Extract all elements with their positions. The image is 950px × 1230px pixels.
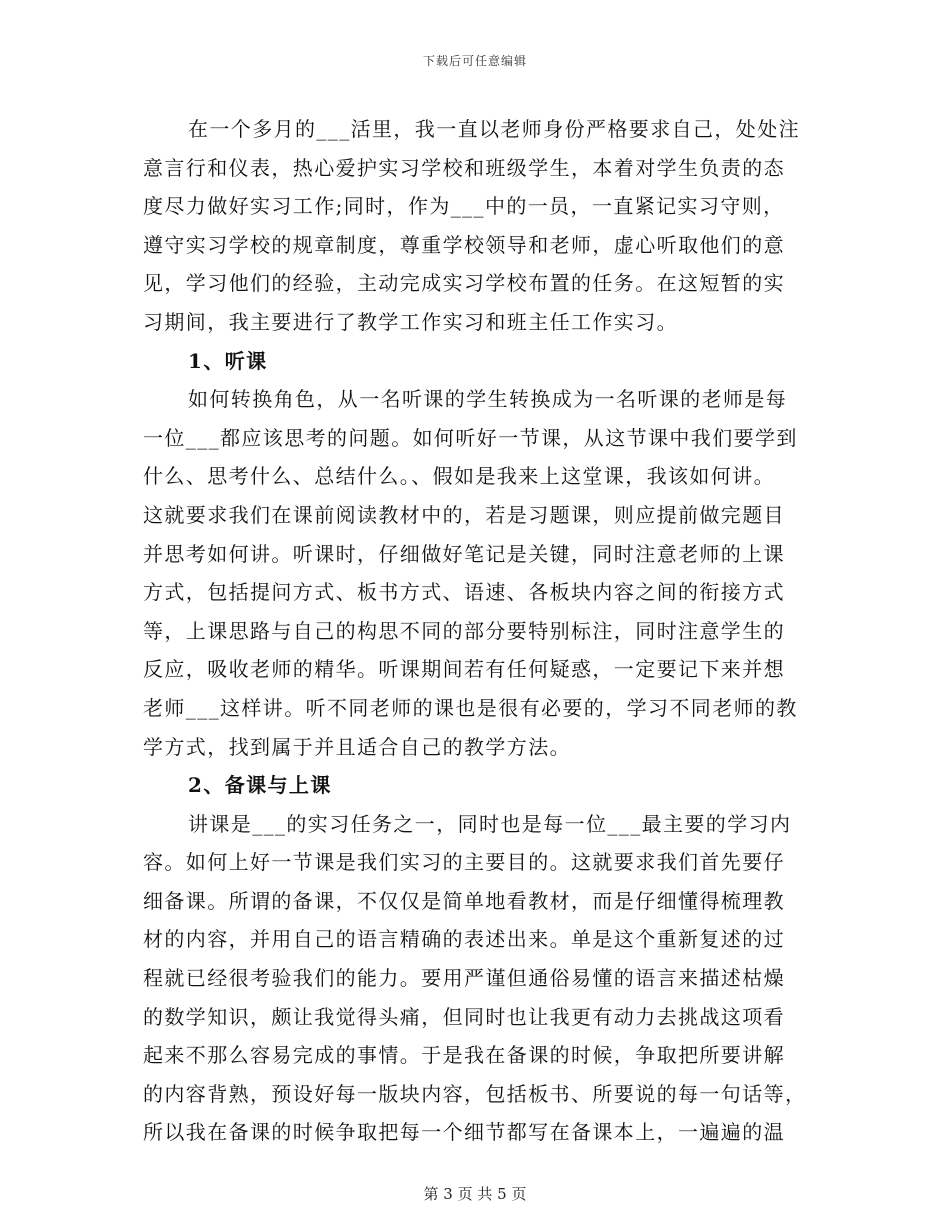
text-line: 起来不那么容易完成的事情。于是我在备课的时候，争取把所要讲解 — [143, 1043, 785, 1068]
text-line: 遵守实习学校的规章制度，尊重学校领导和老师，虚心听取他们的意 — [143, 232, 785, 257]
paragraph — [143, 805, 808, 1152]
text-line: 的内容背熟，预设好每一版块内容，包括板书、所要说的每一句话等， — [143, 1081, 807, 1106]
section-heading — [143, 766, 808, 805]
text-line: 如何转换角色，从一名听课的学生转换成为一名听课的老师是每 — [188, 387, 788, 412]
page-number: 第 3 页 共 5 页 — [423, 1185, 527, 1203]
text-line: 一位___都应该思考的问题。如何听好一节课，从这节课中我们要学到 — [143, 425, 798, 450]
heading-text: 1、听课 — [188, 348, 268, 373]
text-line: 见，学习他们的经验，主动完成实习学校布置的任务。在这短暂的实 — [143, 271, 785, 296]
heading-text: 2、备课与上课 — [188, 773, 332, 798]
text-line: 方式，包括提问方式、板书方式、语速、各板块内容之间的衔接方式 — [143, 580, 785, 605]
page-header: 下载后可任意编辑 — [422, 54, 527, 68]
text-line: 习期间，我主要进行了教学工作实习和班主任工作实习。 — [143, 309, 678, 334]
text-line: 这就要求我们在课前阅读教材中的，若是习题课，则应提前做完题目 — [143, 502, 785, 527]
text-line: 材的内容，并用自己的语言精确的表述出来。单是这个重新复述的过 — [143, 927, 785, 952]
text-line: 程就已经很考验我们的能力。要用严谨但通俗易懂的语言来描述枯燥 — [143, 966, 785, 991]
text-line: 的数学知识，颇让我觉得头痛，但同时也让我更有动力去挑战这项看 — [143, 1004, 785, 1029]
text-line: 容。如何上好一节课是我们实习的主要目的。这就要求我们首先要仔 — [143, 850, 785, 875]
text-line: 度尽力做好实习工作;同时，作为___中的一员，一直紧记实习守则， — [143, 194, 785, 219]
text-line: 反应，吸收老师的精华。听课期间若有任何疑惑，一定要记下来并想 — [143, 657, 785, 682]
text-line: 意言行和仪表，热心爱护实习学校和班级学生，本着对学生负责的态 — [143, 155, 785, 180]
section-heading — [143, 342, 808, 381]
text-line: 学方式，找到属于并且适合自己的教学方法。 — [143, 734, 571, 759]
text-line: 什么、思考什么、总结什么。、假如是我来上这堂课，我该如何讲。 — [143, 464, 775, 489]
paragraph — [143, 380, 808, 766]
text-line: 等，上课思路与自己的构思不同的部分要特别标注，同时注意学生的 — [143, 618, 785, 643]
text-line: 讲课是___的实习任务之一，同时也是每一位___最主要的学习内 — [188, 811, 792, 836]
text-line: 并思考如何讲。听课时，仔细做好笔记是关键，同时注意老师的上课 — [143, 541, 785, 566]
text-line: 细备课。所谓的备课，不仅仅是简单地看教材，而是仔细懂得梳理教 — [143, 888, 785, 913]
document-body — [143, 110, 808, 1152]
paragraph — [143, 110, 808, 342]
text-line: 在一个多月的___活里，我一直以老师身份严格要求自己，处处注 — [188, 117, 800, 141]
text-line: 所以我在备课的时候争取把每一个细节都写在备课本上，一遍遍的温 — [143, 1120, 785, 1145]
text-line: 老师___这样讲。听不同老师的课也是很有必要的，学习不同老师的教 — [143, 695, 798, 720]
